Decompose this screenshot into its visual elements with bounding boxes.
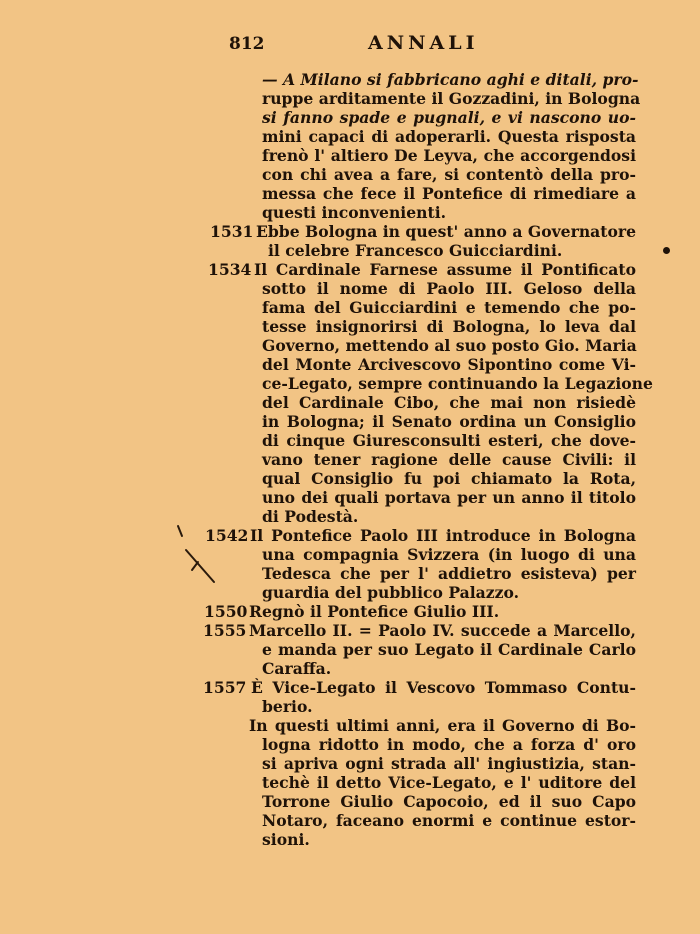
- text-line: frenò l' altiero De Leyva, che accorgendosi: [262, 146, 636, 165]
- running-title: ANNALI: [368, 32, 479, 54]
- text-line: di Podestà.: [262, 507, 359, 526]
- text-line: con chi avea a fare, si contentò della pro-: [262, 165, 636, 184]
- text-line: questi inconvenienti.: [262, 203, 447, 222]
- page-header: [0, 32, 700, 60]
- text-line: messa che fece il Pontefice di rimediare a: [262, 184, 636, 203]
- entry-year: 1557: [203, 678, 247, 697]
- text-line: in Bologna; il Senato ordina un Consiglio: [262, 412, 636, 431]
- text-line: qual Consiglio fu poi chiamato la Rota,: [262, 469, 636, 488]
- margin-pen-mark: [170, 520, 230, 590]
- text-line: Il Cardinale Farnese assume il Pontificato: [254, 260, 636, 279]
- entry-year: 1542: [205, 526, 249, 545]
- text-line: logna ridotto in modo, che a forza d' oro: [262, 735, 636, 754]
- text-line: di cinque Giuresconsulti esteri, che dove-: [262, 431, 636, 450]
- text-line: ce-Legato, sempre continuando la Legazione: [262, 374, 653, 393]
- text-line: Marcello II. = Paolo IV. succede a Marcello,: [249, 621, 636, 640]
- text-line: guardia del pubblico Palazzo.: [262, 583, 520, 602]
- text-line: fama del Guicciardini e temendo che po-: [262, 298, 636, 317]
- text-line: si fanno spade e pugnali, e vi nascono uo-: [262, 108, 636, 127]
- text-line: Il Pontefice Paolo III introduce in Bologna: [250, 526, 636, 545]
- text-line: il celebre Francesco Guicciardini.: [268, 241, 563, 260]
- text-line: Caraffa.: [262, 659, 332, 678]
- text-line: sioni.: [262, 830, 310, 849]
- text-line: si apriva ogni strada all' ingiustizia, stan-: [262, 754, 636, 773]
- text-line: mini capaci di adoperarli. Questa risposta: [262, 127, 636, 146]
- text-line: Ebbe Bologna in quest' anno a Governatore: [256, 222, 636, 241]
- text-line: È Vice-Legato il Vescovo Tommaso Contu-: [251, 678, 636, 697]
- entry-year: 1555: [203, 621, 247, 640]
- text-line: Torrone Giulio Capocoio, ed il suo Capo: [262, 792, 636, 811]
- text-line: Notaro, faceano enormi e continue estor-: [262, 811, 636, 830]
- text-line: una compagnia Svizzera (in luogo di una: [262, 545, 636, 564]
- margin-dot-mark: [663, 247, 670, 254]
- text-line: vano tener ragione delle cause Civili: il: [262, 450, 636, 469]
- text-line: tesse insignorirsi di Bologna, lo leva dal: [262, 317, 636, 336]
- text-line: Tedesca che per l' addietro esisteva) per: [262, 564, 636, 583]
- text-line: In questi ultimi anni, era il Governo di Bo-: [249, 716, 636, 735]
- text-line: Governo, mettendo al suo posto Gio. Maria: [262, 336, 637, 355]
- text-line: ruppe arditamente il Gozzadini, in Bologna: [262, 89, 641, 108]
- text-line: techè il detto Vice-Legato, e l' uditore del: [262, 773, 636, 792]
- entry-year: 1534: [208, 260, 252, 279]
- text-line: sotto il nome di Paolo III. Geloso della: [262, 279, 636, 298]
- text-line: Regnò il Pontefice Giulio III.: [249, 602, 500, 621]
- text-line: del Cardinale Cibo, che mai non risiedè: [262, 393, 636, 412]
- text-line: e manda per suo Legato il Cardinale Carlo: [262, 640, 636, 659]
- entry-year: 1531: [210, 222, 254, 241]
- entry-year: 1550: [204, 602, 248, 621]
- text-line: del Monte Arcivescovo Sipontino come Vi-: [262, 355, 636, 374]
- page-number: 812: [229, 34, 265, 54]
- text-line: berio.: [262, 697, 313, 716]
- text-line: — A Milano si fabbricano aghi e ditali, pro-: [262, 70, 639, 89]
- text-line: uno dei quali portava per un anno il titolo: [262, 488, 636, 507]
